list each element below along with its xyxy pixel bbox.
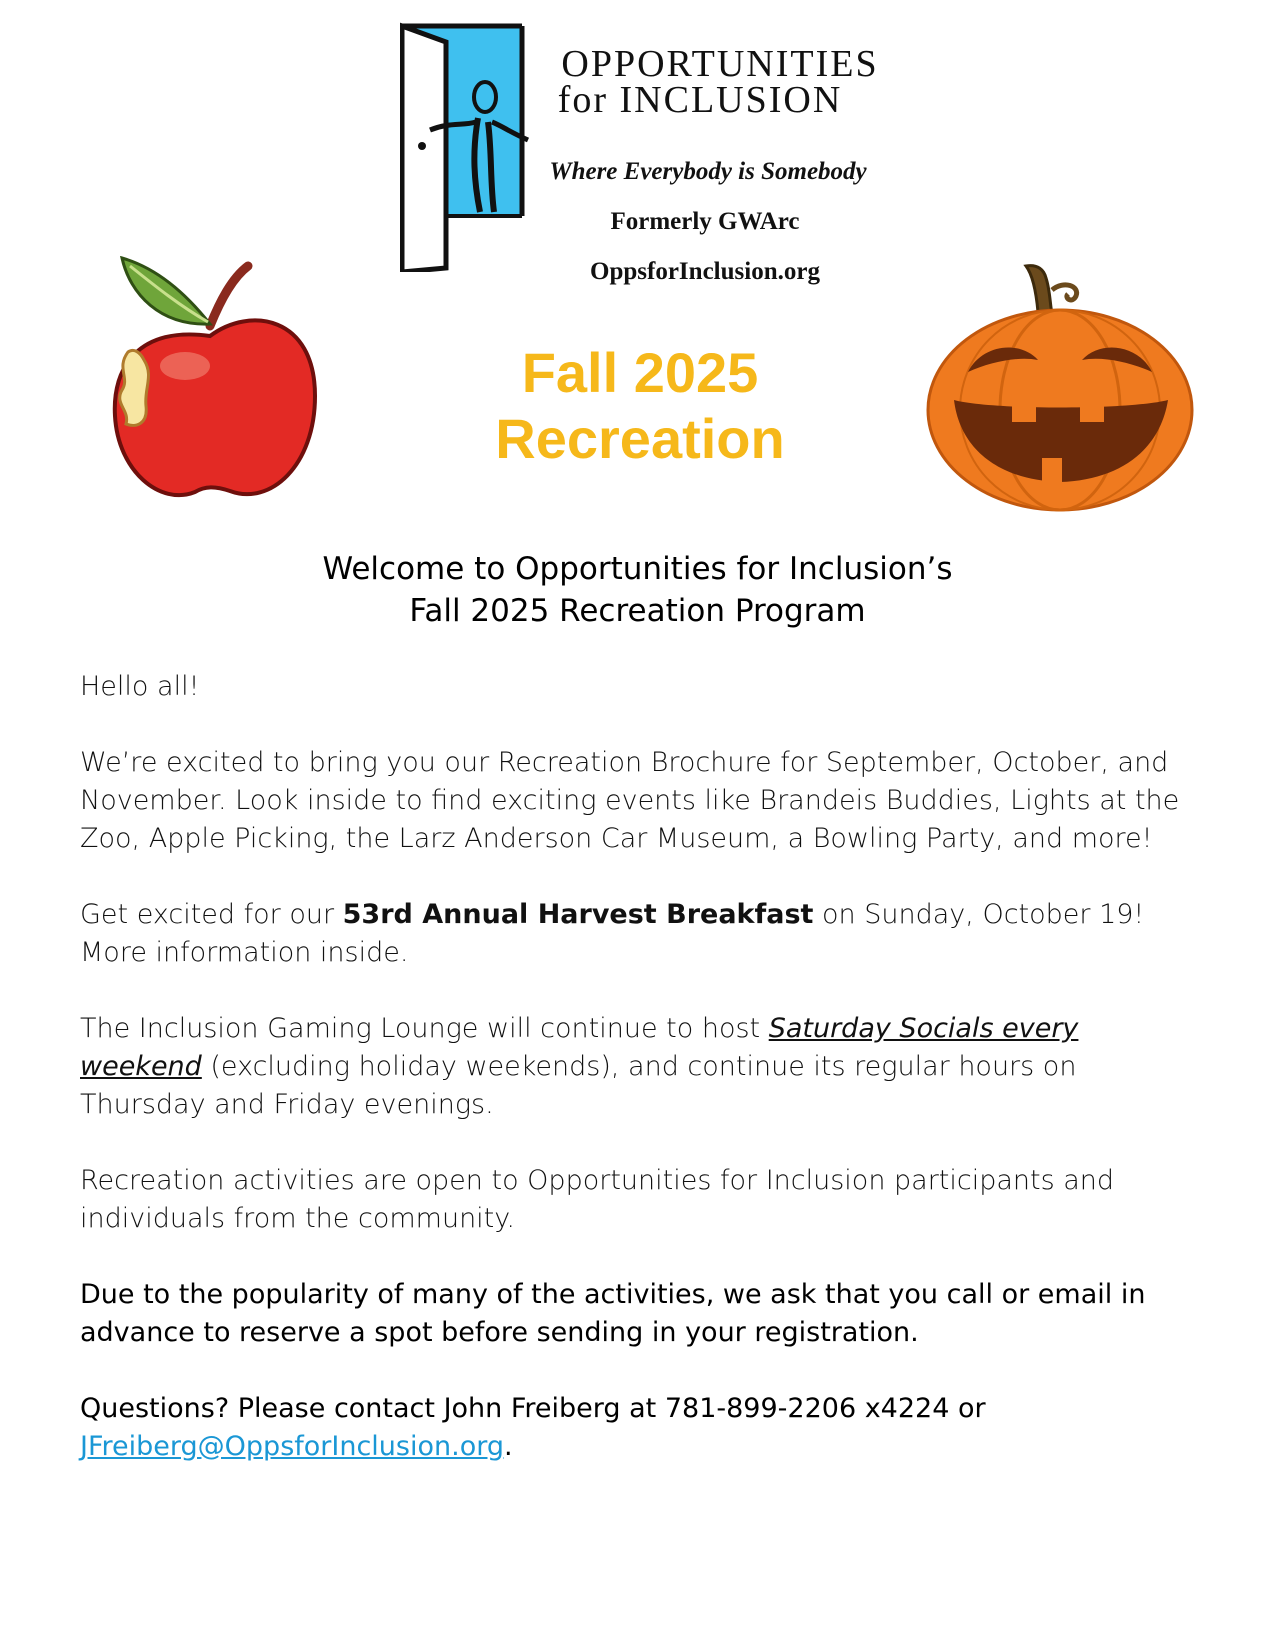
welcome-heading — [0, 548, 1275, 632]
questions-post: . — [503, 1431, 513, 1462]
intro-paragraph: We’re excited to bring you our Recreation Brochure for September, October, and November. Look inside to find exciting events like Brandeis Buddies, Lights at the Zoo, Apple Picking, the Larz Anderson Car Museum, a Bowling Party, and more! — [80, 747, 1180, 854]
logo-formerly: Formerly GWArc — [610, 208, 800, 235]
lounge-post: (excluding holiday weekends), and continue its regular hours on Thursday and Friday evenings. — [80, 1051, 1077, 1120]
logo-name-line1: OPPORTUNITIES — [561, 43, 879, 85]
questions-paragraph — [80, 1390, 1200, 1466]
lounge-paragraph — [80, 1010, 1200, 1124]
welcome-line1: Welcome to Opportunities for Inclusion’s — [322, 551, 953, 587]
logo-url: OppsforInclusion.org — [590, 258, 820, 285]
harvest-event-name: 53rd Annual Harvest Breakfast — [342, 899, 814, 930]
brochure-title — [420, 340, 860, 472]
logo-name-line2: for INCLUSION — [557, 79, 843, 121]
lounge-pre: The Inclusion Gaming Lounge will continue to host — [80, 1013, 769, 1044]
welcome-line2: Fall 2025 Recreation Program — [409, 593, 866, 629]
letter-body — [80, 668, 1200, 1504]
questions-pre: Questions? Please contact John Freiberg at 781-899-2206 x4224 or — [80, 1393, 986, 1424]
greeting: Hello all! — [80, 671, 200, 702]
open-paragraph: Recreation activities are open to Opportunities for Inclusion participants and individuals from the community. — [80, 1165, 1115, 1234]
title-line1: Fall 2025 — [521, 341, 759, 404]
reserve-paragraph: Due to the popularity of many of the activities, we ask that you call or email in advance to reserve a spot before sending in your registration. — [80, 1279, 1146, 1348]
logo-tagline: Where Everybody is Somebody — [549, 158, 867, 185]
organization-logo — [400, 22, 900, 285]
title-line2: Recreation — [495, 407, 785, 470]
saturday-socials: Saturday Socials every weekend — [80, 1013, 1079, 1082]
open-door-logo-icon — [400, 22, 530, 272]
bitten-apple-icon — [100, 256, 340, 526]
contact-email-link[interactable]: JFreiberg@OppsforInclusion.org — [80, 1431, 504, 1462]
harvest-post: on Sunday, October 19! More information inside. — [80, 899, 1145, 968]
harvest-paragraph — [80, 896, 1200, 972]
jack-o-lantern-icon — [920, 260, 1200, 520]
harvest-pre: Get excited for our — [80, 899, 343, 930]
